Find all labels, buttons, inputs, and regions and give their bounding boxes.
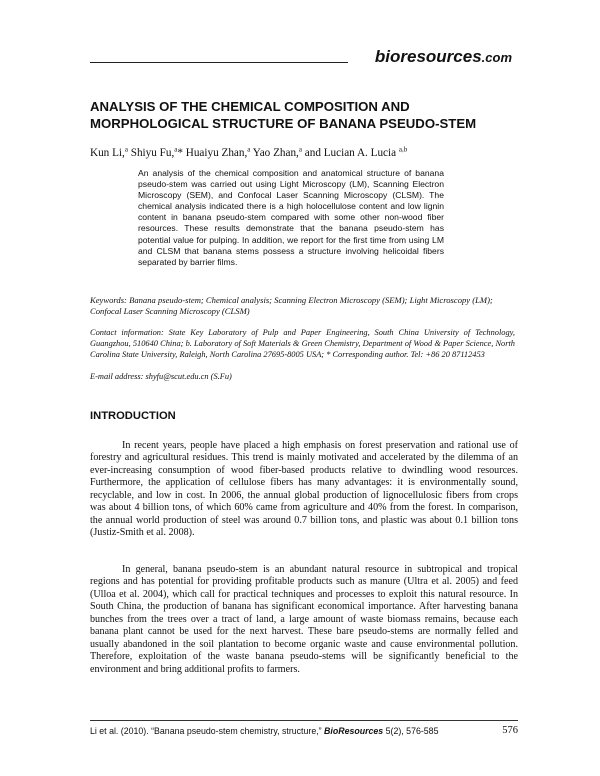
section-heading-introduction: INTRODUCTION (90, 410, 176, 422)
page-number: 576 (502, 725, 518, 736)
contact-information: Contact information: State Key Laboratory of Pulp and Paper Engineering, South China University of Technology, Guangzhou, 510640 China; b. Laboratory of Soft Materials & Green Chemistry, Department of Wood & Paper Science, North Carolina State University, Raleigh, North Carolina 27695-8005 USA; * Corresponding author. Tel: +86 20 87112453 (90, 328, 515, 359)
journal-brand: bioresources.com (374, 47, 512, 66)
title-line-2: MORPHOLOGICAL STRUCTURE OF BANANA PSEUDO-STEM (90, 116, 477, 131)
footer-journal-name: BioResources (324, 726, 384, 736)
keywords: Keywords: Banana pseudo-stem; Chemical analysis; Scanning Electron Microscopy (SEM); Light Microscopy (LM); Confocal Laser Scanning Microscopy (CLSM) (90, 295, 493, 316)
author-list (90, 145, 520, 159)
page-footer (90, 726, 518, 736)
title-line-1: ANALYSIS OF THE CHEMICAL COMPOSITION AND (90, 99, 410, 114)
author: Shiyu Fu,$^a$ (127, 145, 178, 159)
author: Kun Li,$^a$ (90, 145, 128, 159)
article-title (90, 98, 520, 132)
footer-rule (90, 720, 518, 721)
body-paragraph: In general, banana pseudo-stem is an abundant natural resource in subtropical and tropical regions and has potential for providing profitable products such as manure (Ultra et al. 2005) and feed (Ulloa et al. 2004), which call for practical techniques and processes to exploit this natural resource. In South China, the production of banana has significant economical importance. After harvesting banana bunches from the trees over a tract of land, a large amount of waste biomass remains, because each banana plant cannot be used for the next harvest. These bare pseudo-stems are normally felled and usually abandoned in the soil plantation to become organic waste and cause environmental pollution. Therefore, exploitation of the waste banana pseudo-stems will be significantly beneficial to the environment and bring additional profits to farmers. (90, 564, 518, 675)
abstract: An analysis of the chemical composition and anatomical structure of banana pseudo-stem was carried out using Light Microscopy (LM), Scanning Electron Microscopy (SEM), and Confocal Laser Scanning Microscopy (CLSM). The chemical analysis indicated there is a high holocellulose content and low lignin content in banana pseudo-stem compared with some other non-wood fiber resources. These results demonstrate that the banana pseudo-stem has potential value for pulping. In addition, we report for the first time from using LM and CLSM that banana stems possess a structure involving helicoidal fibers separated by barrier films. (138, 168, 444, 267)
author: and Lucian A. Lucia $^{a,b}$ (301, 145, 408, 159)
footer-citation: Li et al. (2010). “Banana pseudo-stem chemistry, structure,” BioResources 5(2), 576-585 (90, 726, 439, 736)
body-paragraph: In recent years, people have placed a high emphasis on forest preservation and rational use of forestry and agricultural residues. This trend is mainly motivated and accelerated by the dilemma of an ever-increasing consumption of wood fiber-based products relative to dwindling wood resources. Furthermore, the application of cellulose fibers has many advantages: it is environmentally sound, recyclable, and low in cost. In 2006, the annual global production of lignocellulosic fibers from crops was about 4 billion tons, of which 60% came from agriculture and 40% from the forest. In comparison, the annual world production of steel was around 0.7 billion tons, and plastic was about 0.1 billion tons (Justiz-Smith et al. 2008). (90, 440, 518, 539)
author: Yao Zhan,$^a$ (250, 145, 302, 159)
header-rule (90, 62, 348, 63)
author: * Huaiyu Zhan,$^a$ (177, 145, 251, 159)
email-address: E-mail address: shyfu@scut.edu.cn (S.Fu) (90, 372, 232, 381)
